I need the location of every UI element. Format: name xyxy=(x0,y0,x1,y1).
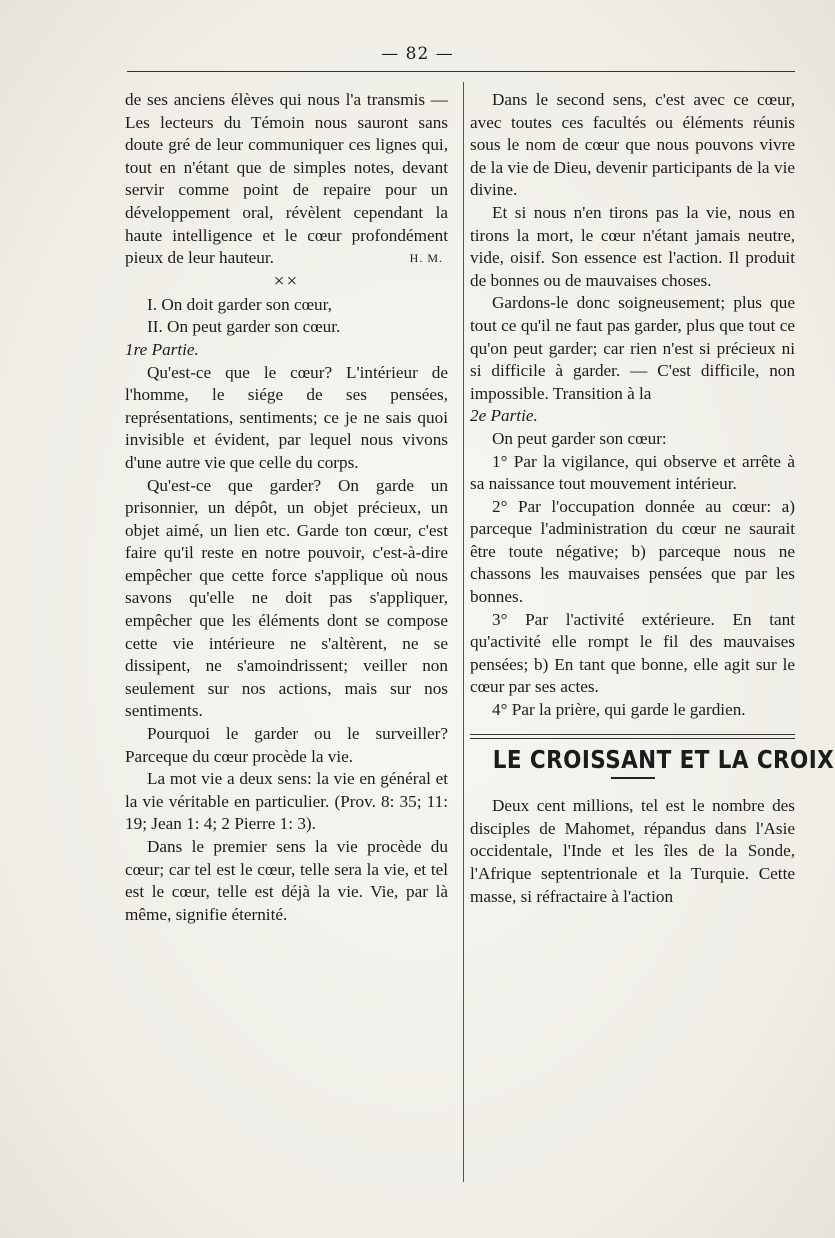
list-item-vigilance: 1° Par la vigilance, qui observe et arrête à sa naissance tout mouvement intérieur. xyxy=(470,451,795,494)
article-paragraph: Deux cent millions, tel est le nombre des disciples de Mahomet, répandus dans l'Asie occidentale, l'Inde et les îles de la Sonde, l'Afrique septentrionale et la Turquie. Cette masse, si réfractaire à l'action xyxy=(470,796,795,906)
intro-paragraph xyxy=(125,89,448,270)
paragraph-coeur: Qu'est-ce que le cœur? L'intérieur de l'homme, le siége de ses pensées, représentations, sentiments; ce je ne sais quoi invisible et évident, par lequel nous vivons d'une autre vie que celle du corps. xyxy=(125,362,448,472)
column-divider xyxy=(463,82,464,1182)
intro-text: de ses anciens élèves qui nous l'a transmis — Les lecteurs du Témoin nous sauront sans doute gré de leur communiquer ces lignes qui, tout en n'étant que de simples notes, devant servir comme point de repaire pour un développement oral, révèlent cependant la haute intelligence et le cœur profondément pieux de leur hauteur. xyxy=(125,90,448,268)
headline-underline xyxy=(611,777,655,779)
paragraph-mort: Et si nous n'en tirons pas la vie, nous en tirons la mort, le cœur n'étant jamais neutre, vide, oisif. Son essence est l'action. Il produit de bonnes ou de mauvaises choses. xyxy=(470,202,795,290)
page-number: — 82 — xyxy=(381,44,454,64)
paragraph-pourquoi: Pourquoi le garder ou le surveiller? Parceque du cœur procède la vie. xyxy=(125,724,448,766)
right-column xyxy=(470,89,835,908)
article-separator-rule xyxy=(470,734,795,739)
article-headline: LE CROISSANT ET LA CROIX xyxy=(492,744,835,774)
header-rule xyxy=(127,71,795,72)
paragraph-on-peut: On peut garder son cœur: xyxy=(492,428,667,448)
left-column xyxy=(125,89,448,926)
paragraph-gardons: Gardons-le donc soigneusement; plus que tout ce qu'il ne faut pas garder, plus que tout ce qu'on peut garder; car rien n'est si précieux ni si difficile à garder. — C'est difficile, non impossible. Transition à la xyxy=(470,293,795,403)
list-item-priere: 4° Par la prière, qui garde le gardien. xyxy=(492,700,746,720)
list-item-occupation: 2° Par l'occupation donnée au cœur: a) parceque l'administration du cœur ne saurait être toute négative; b) parceque nous ne chassons les mauvaises pensées que par les bonnes. xyxy=(470,496,795,607)
paragraph-vie-sens: La mot vie a deux sens: la vie en général et la vie véritable en particulier. (Prov. 8: 35; 11: 19; Jean 1: 4; 2 Pierre 1: 3). xyxy=(125,769,448,834)
part-2-heading: 2e Partie. xyxy=(470,406,538,426)
paragraph-garder: Qu'est-ce que garder? On garde un prisonnier, un dépôt, un objet précieux, un objet aimé, un lien etc. Garde ton cœur, c'est faire qu'il reste en notre pouvoir, c'est-à-dire empêcher que cette force s'applique où nous savons qu'elle ne doit pas s'appliquer, empêcher que les éléments dont se compose cette vie intérieure ne s'altèrent, ne se dissipent, ne s'amoindrissent; veiller non seulement sur nos actions, mais sur nos sentiments. xyxy=(125,475,448,721)
paragraph-second-sens: Dans le second sens, c'est avec ce cœur, avec toutes ces facultés ou éléments réunis sous le nom de cœur que nous pouvons vivre de la vie de Dieu, devenir participants de la vie divine. xyxy=(470,90,795,200)
outline-point-2: II. On peut garder son cœur. xyxy=(147,317,341,337)
list-item-activite: 3° Par l'activité extérieure. En tant qu'activité elle rompt le fil des mauvaises pensées; b) En tant que bonne, elle agit sur le cœur par ses actes. xyxy=(470,609,795,697)
section-separator: ×× xyxy=(273,270,300,292)
signature: H. M. xyxy=(409,251,443,266)
part-1-heading: 1re Partie. xyxy=(125,339,199,359)
paragraph-premier-sens: Dans le premier sens la vie procède du cœur; car tel est le cœur, telle sera la vie, et tel est le cœur, telle est déjà la vie. Vie, par là même, signifie éternité. xyxy=(125,837,448,924)
outline-point-1: I. On doit garder son cœur, xyxy=(147,294,332,314)
